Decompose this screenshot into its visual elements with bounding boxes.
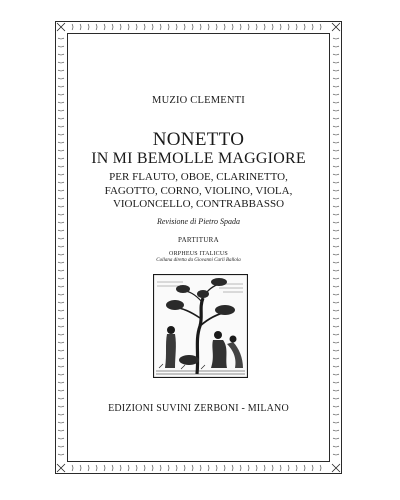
border-mark <box>280 465 281 471</box>
border-mark <box>58 334 64 335</box>
border-mark <box>58 262 64 263</box>
border-mark <box>333 38 339 39</box>
border-mark <box>333 78 339 79</box>
border-mark <box>304 465 305 471</box>
border-mark <box>320 24 321 30</box>
border-mark <box>144 24 145 30</box>
border-mark <box>200 465 201 471</box>
series-name: ORPHEUS ITALICUS <box>169 251 228 257</box>
border-mark <box>333 406 339 407</box>
instrumentation-line: VIOLONCELLO, CONTRABBASSO <box>112 198 285 210</box>
border-mark <box>333 342 339 343</box>
border-mark <box>333 86 339 87</box>
border-mark <box>333 318 339 319</box>
border-mark <box>58 142 64 143</box>
border-mark <box>58 286 64 287</box>
border-mark <box>272 465 273 471</box>
border-mark <box>333 134 339 135</box>
border-mark <box>208 465 209 471</box>
border-mark <box>168 24 169 30</box>
border-mark <box>58 118 64 119</box>
border-mark <box>58 302 64 303</box>
border-mark <box>333 446 339 447</box>
border-mark <box>160 24 161 30</box>
border-mark <box>58 54 64 55</box>
border-mark <box>58 358 64 359</box>
border-mark <box>333 430 339 431</box>
border-mark <box>333 214 339 215</box>
border-mark <box>58 190 64 191</box>
border-mark <box>333 62 339 63</box>
border-mark <box>176 465 177 471</box>
border-mark <box>192 24 193 30</box>
border-mark <box>58 230 64 231</box>
border-mark <box>200 24 201 30</box>
border-mark <box>240 24 241 30</box>
border-mark <box>333 350 339 351</box>
border-mark <box>280 24 281 30</box>
border-mark <box>58 438 64 439</box>
border-mark <box>58 318 64 319</box>
border-mark <box>333 94 339 95</box>
border-mark <box>58 406 64 407</box>
border-mark <box>333 286 339 287</box>
border-mark <box>58 278 64 279</box>
border-mark <box>333 270 339 271</box>
border-mark <box>333 190 339 191</box>
border-mark <box>112 465 113 471</box>
border-mark <box>333 254 339 255</box>
border-mark <box>272 24 273 30</box>
border-mark <box>58 430 64 431</box>
border-mark <box>333 302 339 303</box>
border-mark <box>58 158 64 159</box>
border-mark <box>333 382 339 383</box>
border-mark <box>312 24 313 30</box>
border-mark <box>58 414 64 415</box>
border-mark <box>288 465 289 471</box>
border-mark <box>333 422 339 423</box>
border-mark <box>264 465 265 471</box>
border-mark <box>184 465 185 471</box>
border-mark <box>296 465 297 471</box>
border-mark <box>333 222 339 223</box>
border-mark <box>128 24 129 30</box>
border-mark <box>58 270 64 271</box>
border-mark <box>224 24 225 30</box>
border-mark <box>80 24 81 30</box>
border-mark <box>256 465 257 471</box>
border-mark <box>58 86 64 87</box>
border-mark <box>333 398 339 399</box>
border-mark <box>58 366 64 367</box>
score-type: PARTITURA <box>178 236 219 244</box>
border-mark <box>333 414 339 415</box>
border-mark <box>58 206 64 207</box>
border-mark <box>333 102 339 103</box>
border-mark <box>58 382 64 383</box>
border-mark <box>333 142 339 143</box>
border-mark <box>160 465 161 471</box>
border-mark <box>104 24 105 30</box>
border-mark <box>120 465 121 471</box>
border-mark <box>216 24 217 30</box>
border-mark <box>88 465 89 471</box>
border-mark <box>144 465 145 471</box>
publisher-name: EDIZIONI SUVINI ZERBONI - MILANO <box>108 403 289 414</box>
border-mark <box>333 310 339 311</box>
border-mark <box>333 182 339 183</box>
border-mark <box>333 438 339 439</box>
composer-name: MUZIO CLEMENTI <box>152 95 245 106</box>
border-mark <box>333 390 339 391</box>
revision-credit: Revisione di Pietro Spada <box>156 217 241 226</box>
border-mark <box>58 254 64 255</box>
border-mark <box>333 206 339 207</box>
border-mark <box>58 222 64 223</box>
border-mark <box>333 46 339 47</box>
border-mark <box>88 24 89 30</box>
border-mark <box>96 465 97 471</box>
border-mark <box>58 326 64 327</box>
border-mark <box>168 465 169 471</box>
border-mark <box>58 174 64 175</box>
border-mark <box>208 24 209 30</box>
border-mark <box>333 198 339 199</box>
border-mark <box>184 24 185 30</box>
border-mark <box>152 24 153 30</box>
border-mark <box>58 342 64 343</box>
border-mark <box>72 24 73 30</box>
border-mark <box>96 24 97 30</box>
border-mark <box>333 366 339 367</box>
border-mark <box>58 94 64 95</box>
border-mark <box>333 126 339 127</box>
border-mark <box>248 24 249 30</box>
border-mark <box>58 134 64 135</box>
border-mark <box>333 326 339 327</box>
border-mark <box>176 24 177 30</box>
border-mark <box>58 70 64 71</box>
border-mark <box>58 350 64 351</box>
work-key: IN MI BEMOLLE MAGGIORE <box>91 150 306 167</box>
corner-ornament-bl <box>57 464 65 472</box>
border-mark <box>333 334 339 335</box>
border-mark <box>136 465 137 471</box>
border-mark <box>264 24 265 30</box>
border-mark <box>216 465 217 471</box>
border-mark <box>58 102 64 103</box>
border-mark <box>248 465 249 471</box>
border-mark <box>104 465 105 471</box>
border-mark <box>58 182 64 183</box>
series-editor: Collana diretta da Giovanni Carli Ballola <box>156 258 241 263</box>
border-mark <box>232 24 233 30</box>
border-mark <box>58 126 64 127</box>
border-mark <box>58 38 64 39</box>
border-mark <box>333 174 339 175</box>
border-mark <box>333 166 339 167</box>
border-mark <box>80 465 81 471</box>
border-mark <box>333 150 339 151</box>
border-mark <box>58 294 64 295</box>
border-mark <box>333 294 339 295</box>
border-mark <box>333 262 339 263</box>
instrumentation-line: PER FLAUTO, OBOE, CLARINETTO, <box>109 171 288 183</box>
border-mark <box>58 390 64 391</box>
border-mark <box>58 214 64 215</box>
border-mark <box>58 398 64 399</box>
border-mark <box>58 62 64 63</box>
instrumentation <box>67 171 330 212</box>
border-mark <box>120 24 121 30</box>
border-mark <box>112 24 113 30</box>
border-mark <box>58 446 64 447</box>
border-mark <box>152 465 153 471</box>
instrumentation-line: FAGOTTO, CORNO, VIOLINO, VIOLA, <box>104 184 293 197</box>
border-mark <box>58 78 64 79</box>
border-mark <box>192 465 193 471</box>
border-mark <box>58 310 64 311</box>
border-mark <box>232 465 233 471</box>
border-mark <box>333 238 339 239</box>
border-mark <box>296 24 297 30</box>
border-mark <box>333 70 339 71</box>
work-title: NONETTO <box>152 129 245 150</box>
woodcut-illustration <box>153 274 248 378</box>
border-mark <box>333 110 339 111</box>
corner-ornament-tl <box>57 23 65 31</box>
border-mark <box>58 374 64 375</box>
border-mark <box>58 46 64 47</box>
border-mark <box>333 278 339 279</box>
border-mark <box>58 238 64 239</box>
border-mark <box>128 465 129 471</box>
border-mark <box>58 198 64 199</box>
border-mark <box>72 465 73 471</box>
border-mark <box>333 118 339 119</box>
border-mark <box>58 246 64 247</box>
border-mark <box>333 454 339 455</box>
border-mark <box>240 465 241 471</box>
border-mark <box>333 358 339 359</box>
border-mark <box>58 422 64 423</box>
border-mark <box>58 454 64 455</box>
border-mark <box>333 230 339 231</box>
border-mark <box>304 24 305 30</box>
border-mark <box>333 158 339 159</box>
border-mark <box>58 110 64 111</box>
border-mark <box>288 24 289 30</box>
border-mark <box>58 166 64 167</box>
border-mark <box>256 24 257 30</box>
border-mark <box>333 374 339 375</box>
border-mark <box>333 246 339 247</box>
corner-ornament-br <box>332 464 340 472</box>
border-mark <box>320 465 321 471</box>
border-mark <box>312 465 313 471</box>
border-mark <box>58 150 64 151</box>
border-mark <box>333 54 339 55</box>
border-mark <box>136 24 137 30</box>
corner-ornament-tr <box>332 23 340 31</box>
border-mark <box>224 465 225 471</box>
